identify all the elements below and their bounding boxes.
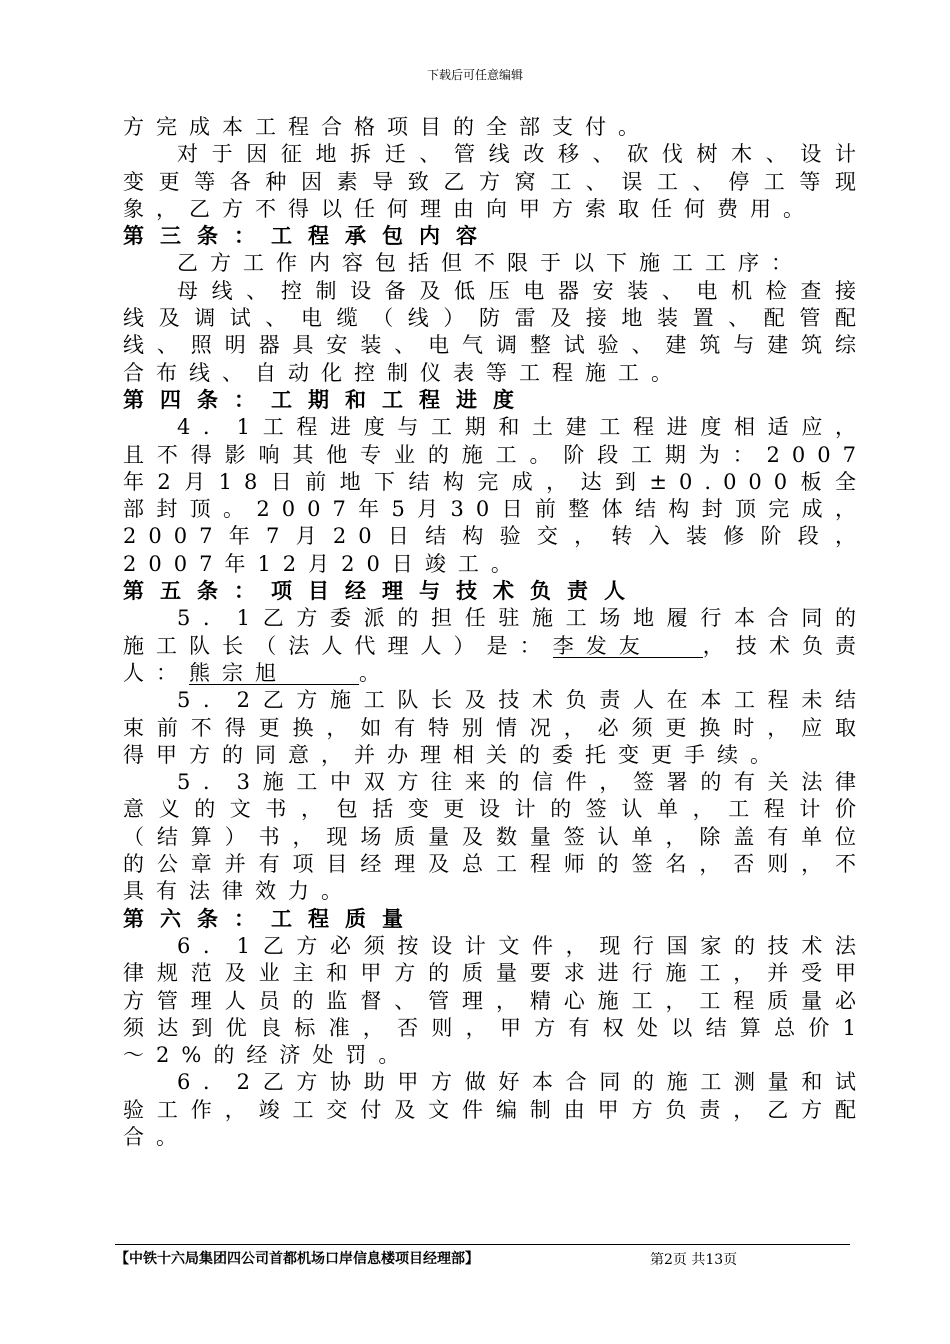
section-heading-article-3: 第三条：工程承包内容 (123, 224, 493, 249)
paragraph: 对于因征地拆迁、管线改移、砍伐树木、设计变更等各种因素导致乙方窝工、误工、停工等现象，乙方不得以任何理由向甲方索取任何费用。 (123, 142, 868, 221)
paragraph-text: ，技术负责人： (123, 633, 869, 685)
paragraph: 母线、控制设备及低压电器安装、电机检查接线及调试、电缆（线）防雷及接地装置、配管配线、照明器具安装、电气调整试验、建筑与建筑综合布线、自动化控制仪表等工程施工。 (123, 278, 868, 385)
footer-organization: 【中铁十六局集团四公司首都机场口岸信息楼项目经理部】 (115, 1251, 479, 1267)
section-heading-article-5: 第五条：项目经理与技术负责人 (123, 579, 641, 604)
paragraph: 6．2乙方协助甲方做好本合同的施工测量和试验工作，竣工交付及文件编制由甲方负责，乙方配合。 (123, 1070, 868, 1149)
project-manager-name: 李发友 (553, 635, 703, 658)
paragraph-text: 。 (359, 660, 392, 685)
section-heading-article-4: 第四条：工期和工程进度 (123, 387, 530, 412)
paragraph: 5．3施工中双方往来的信件，签署的有关法律意义的文书，包括变更设计的签认单，工程计价（结算）书，现场质量及数量签认单，除盖有单位的公章并有项目经理及总工程师的签名，否则，不具有法律效力。 (123, 770, 868, 904)
paragraph-text: 5．1乙方委派的担任驻施工场地履行本合同的施工队长（法人代理人）是： (123, 606, 868, 658)
paragraph: 5．2乙方施工队长及技术负责人在本工程未结束前不得更换，如有特别情况，必须更换时，应取得甲方的同意，并办理相关的委托变更手续。 (123, 688, 868, 767)
page-number: 第2页 共13页 (650, 1252, 738, 1268)
header-note: 下载后可任意编辑 (426, 68, 523, 82)
technical-lead-name: 熊宗旭 (189, 662, 359, 685)
paragraph: 4．1工程进度与工期和土建工程进度相适应，且不得影响其他专业的施工。阶段工期为：2007年2月18日前地下结构完成，达到±0.000板全部封顶。2007年5月30日前整体结构封顶完成，2007年7月20日结构验交，转入装修阶段，2007年12月20日竣工。 (123, 415, 868, 576)
page-footer (115, 1244, 850, 1268)
paragraph-5-1 (123, 605, 868, 687)
paragraph: 6．1乙方必须按设计文件，现行国家的技术法律规范及业主和甲方的质量要求进行施工，并受甲方管理人员的监督、管理，精心施工，工程质量必须达到优良标准，否则，甲方有权处以结算总价1～2%的经济处罚。 (123, 933, 868, 1068)
document-body (123, 114, 868, 1151)
paragraph: 乙方工作内容包括但不限于以下施工工序： (177, 251, 804, 276)
section-heading-article-6: 第六条：工程质量 (123, 906, 419, 931)
paragraph: 方完成本工程合格项目的全部支付。 (123, 115, 651, 139)
